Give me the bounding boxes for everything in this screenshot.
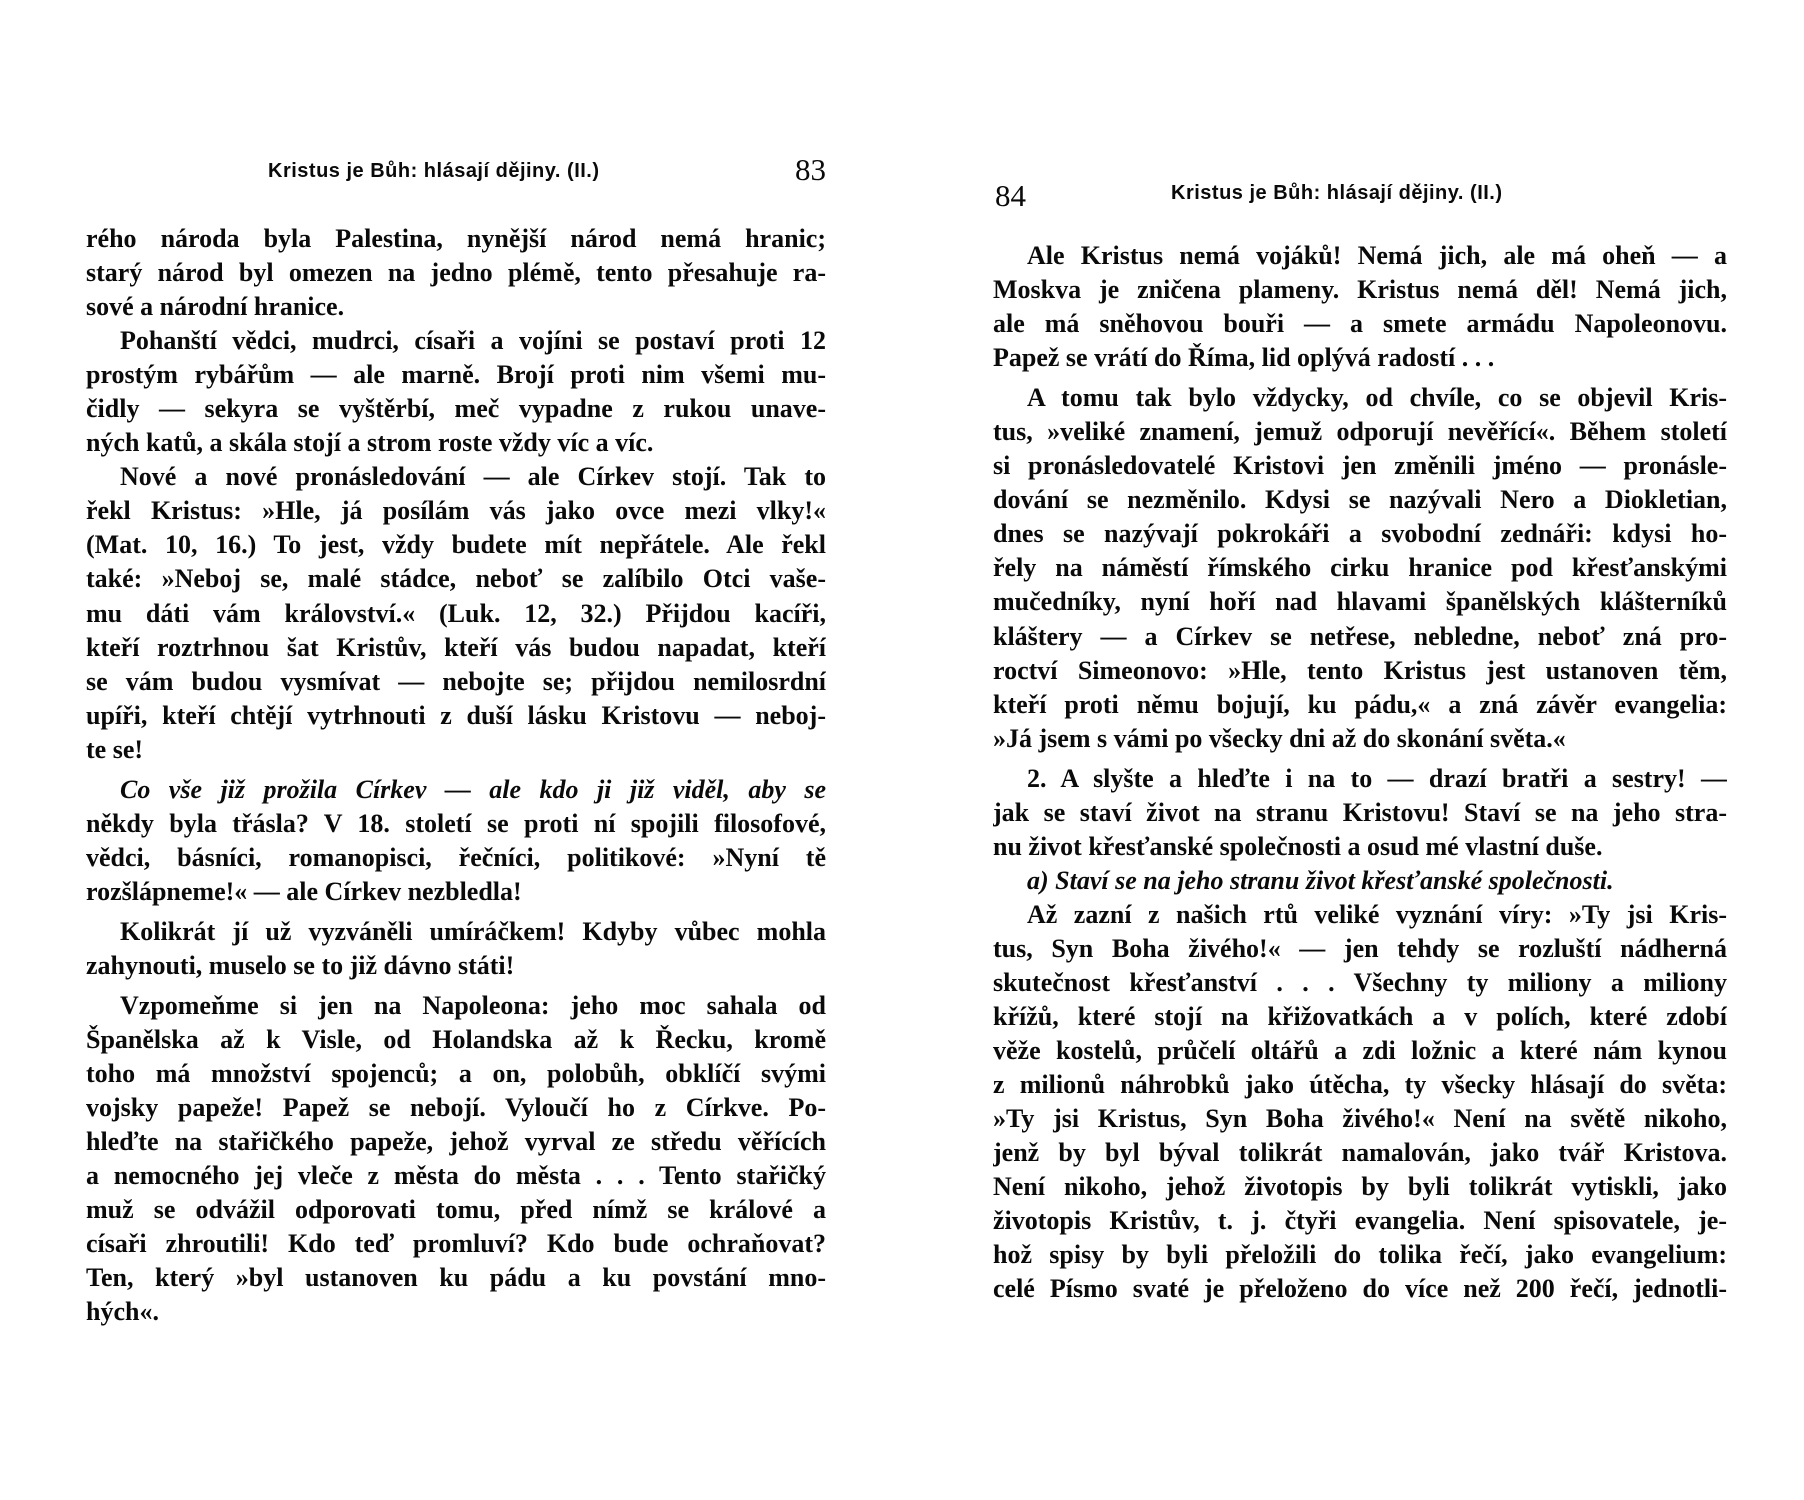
text-line: ných katů, a skála stojí a strom roste vždy víc a víc.: [86, 428, 654, 458]
text-line: celé Písmo svaté je přeloženo do více než 200 řečí, jednotli-: [993, 1274, 1727, 1304]
text-line: zahynouti, muselo se to již dávno státi!: [86, 950, 515, 980]
text-line: dnes se nazývají pokrokáři a svobodní zednáři: kdysi ho-: [993, 519, 1727, 549]
text-line: Co vše již prožila Církev — ale kdo ji již viděl, aby se: [120, 774, 826, 804]
text-line: Není nikoho, jehož životopis by byli tolikrát vytiskli, jako: [993, 1172, 1727, 1202]
text-line: Nové a nové pronásledování — ale Církev stojí. Tak to: [120, 462, 826, 492]
text-line: se vám budou vysmívat — nebojte se; přijdou nemilosrdní: [86, 666, 826, 696]
text-line: (Mat. 10, 16.) To jest, vždy budete mít nepřátele. Ale řekl: [86, 530, 826, 560]
text-line: jak se staví život na stranu Kristovu! Staví se na jeho stra-: [993, 797, 1727, 827]
text-line: císaři zhroutili! Kdo teď promluví? Kdo bude ochraňovat?: [86, 1229, 826, 1259]
text-line: sové a národní hranice.: [86, 292, 345, 322]
text-line: Španělska až k Visle, od Holandska až k Řecku, kromě: [86, 1025, 826, 1055]
text-line: někdy byla třásla? V 18. století se proti ní spojili filosofové,: [86, 808, 826, 838]
text-line: Vzpomeňme si jen na Napoleona: jeho moc sahala od: [120, 991, 826, 1021]
text-line: Ale Kristus nemá vojáků! Nemá jich, ale má oheň — a: [1027, 241, 1727, 270]
text-line: muž se odvážil odporovati tomu, před nímž se králové a: [86, 1195, 826, 1225]
text-line: věže kostelů, průčelí oltářů a zdi ložnic a které nám kynou: [993, 1036, 1727, 1066]
body-text: [993, 239, 1727, 1306]
page-number: 84: [995, 178, 1026, 213]
text-line: si pronásledovatelé Kristovi jen změnili jméno — pronásle-: [993, 451, 1727, 481]
text-line: rozšlápneme!« — ale Církev nezbledla!: [86, 876, 522, 906]
text-line: »Já jsem s vámi po všecky dni až do skonání světa.«: [993, 723, 1566, 753]
text-line: hož spisy by byli přeložili do tolika řečí, jako evangelium:: [993, 1240, 1727, 1270]
text-line: kteří proti němu bojují, ku pádu,« a zná závěr evangelia:: [993, 689, 1727, 719]
running-head: [86, 152, 826, 192]
text-line: vojsky papeže! Papež se nebojí. Vyloučí ho z Církve. Po-: [86, 1093, 826, 1123]
text-line: z milionů náhrobků jako útěcha, ty všecky hlásají do světa:: [993, 1070, 1727, 1100]
text-line: nu život křesťanské společnosti a osud mé vlastní duše.: [993, 831, 1603, 861]
text-line: rého národa byla Palestina, nynější národ nemá hranic;: [86, 224, 826, 253]
text-line: ale má sněhovou bouři — a smete armádu Napoleonovu.: [993, 309, 1727, 339]
body-text: [86, 222, 826, 1330]
text-line: také: »Neboj se, malé stádce, neboť se zalíbilo Otci vaše-: [86, 564, 826, 594]
text-line: Pohanští vědci, mudrci, císaři a vojíni se postaví proti 12: [120, 326, 826, 356]
text-line: Až zazní z našich rtů veliké vyznání víry: »Ty jsi Kris-: [1027, 899, 1727, 929]
page-number: 83: [795, 152, 826, 187]
text-line: a) Staví se na jeho stranu život křesťanské společnosti.: [1027, 865, 1614, 895]
text-line: hleďte na stařičkého papeže, jehož vyrval ze středu věřících: [86, 1127, 826, 1157]
text-line: Kolikrát jí už vyzváněli umíráčkem! Kdyby vůbec mohla: [120, 916, 826, 946]
text-line: starý národ byl omezen na jedno plémě, tento přesahuje ra-: [86, 258, 826, 288]
right-page: [993, 0, 1727, 1500]
text-line: mu dáti vám království.« (Luk. 12, 32.) Přijdou kacíři,: [86, 598, 826, 628]
text-line: dování se nezměnilo. Kdysi se nazývali Nero a Diokletian,: [993, 485, 1727, 515]
text-line: tus, Syn Boha živého!« — jen tehdy se rozluští nádherná: [993, 933, 1727, 963]
text-line: řely na náměstí římského cirku hranice pod křesťanskými: [993, 553, 1727, 583]
running-head: [993, 174, 1727, 214]
left-page: [86, 0, 826, 1500]
text-line: životopis Kristův, t. j. čtyři evangelia. Není spisovatele, je-: [993, 1206, 1727, 1236]
text-line: řekl Kristus: »Hle, já posílám vás jako ovce mezi vlky!«: [86, 496, 826, 526]
text-line: a nemocného jej vleče z města do města . . . Tento stařičký: [86, 1161, 826, 1191]
text-line: mučedníky, nyní hoří nad hlavami španělských klášterníků: [993, 587, 1727, 617]
text-line: toho má množství spojenců; a on, polobůh, obklíčí svými: [86, 1059, 826, 1089]
text-line: roctví Simeonovo: »Hle, tento Kristus jest ustanoven těm,: [993, 655, 1727, 685]
text-line: Ten, který »byl ustanoven ku pádu a ku povstání mno-: [86, 1263, 826, 1293]
text-line: křížů, které stojí na křižovatkách a v polích, které zdobí: [993, 1002, 1727, 1032]
text-line: upíři, kteří chtějí vytrhnouti z duší lásku Kristovu — neboj-: [86, 700, 826, 730]
text-line: hých«.: [86, 1297, 159, 1327]
text-line: »Ty jsi Kristus, Syn Boha živého!« Není na světě nikoho,: [993, 1104, 1727, 1134]
text-line: A tomu tak bylo vždycky, od chvíle, co se objevil Kris-: [1027, 383, 1727, 413]
text-line: Papež se vrátí do Říma, lid oplývá radostí . . .: [993, 343, 1495, 373]
text-line: čidly — sekyra se vyštěrbí, meč vypadne z rukou unave-: [86, 394, 826, 424]
text-line: te se!: [86, 734, 144, 764]
text-line: tus, »veliké znamení, jemuž odporují nevěřící«. Během století: [993, 417, 1727, 447]
running-head-title: Kristus je Bůh: hlásají dějiny. (II.): [268, 160, 600, 182]
text-line: prostým rybářům — ale marně. Brojí proti nim všemi mu-: [86, 360, 826, 390]
text-line: 2. A slyšte a hleďte i na to — drazí bratři a sestry! —: [1027, 763, 1727, 793]
text-line: jenž by byl býval tolikrát namalován, jako tvář Kristova.: [993, 1138, 1727, 1168]
text-line: kteří roztrhnou šat Kristův, kteří vás budou napadat, kteří: [86, 632, 826, 662]
running-head-title: Kristus je Bůh: hlásají dějiny. (II.): [1171, 182, 1503, 204]
text-line: kláštery — a Církev se netřese, nebledne, neboť zná pro-: [993, 621, 1727, 651]
text-line: Moskva je zničena plameny. Kristus nemá děl! Nemá jich,: [993, 275, 1727, 305]
text-line: vědci, básníci, romanopisci, řečníci, politikové: »Nyní tě: [86, 842, 826, 872]
text-line: skutečnost křesťanství . . . Všechny ty miliony a miliony: [993, 967, 1727, 997]
